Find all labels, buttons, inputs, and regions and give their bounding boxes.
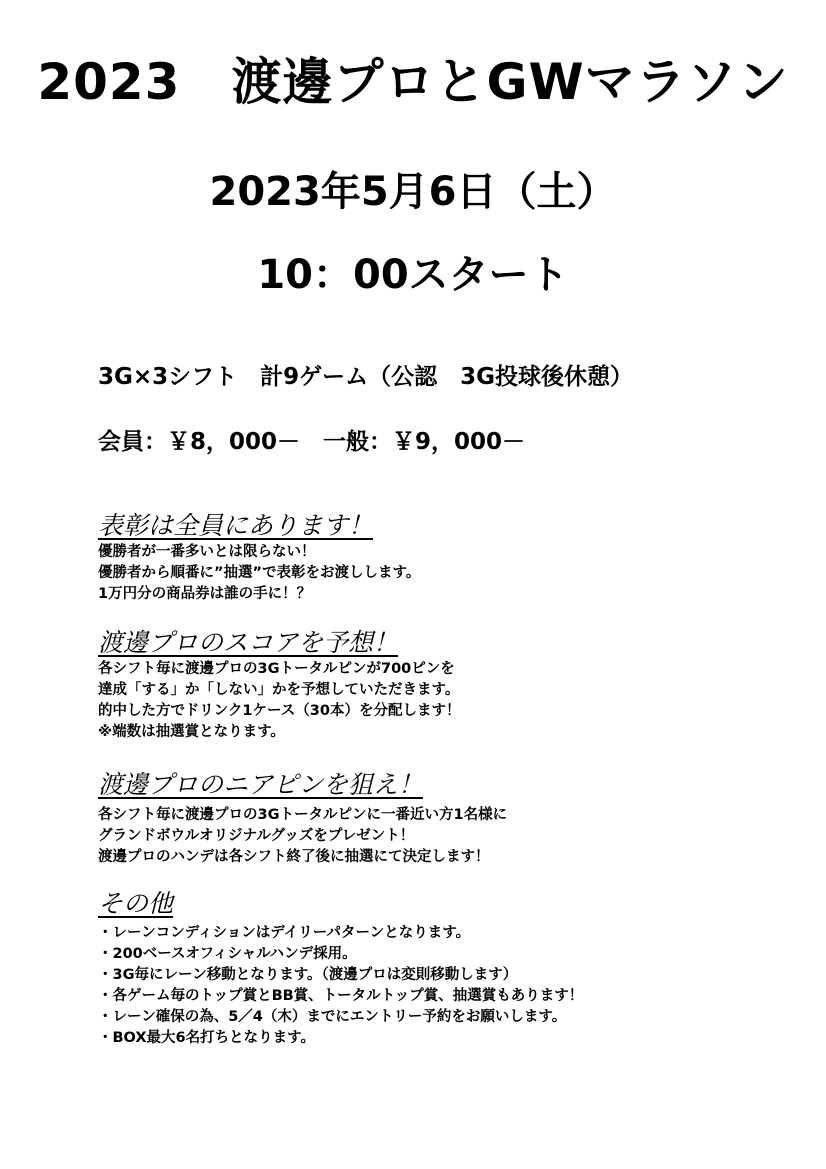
section-line: ・レーン確保の為、5／4（木）までにエントリー予約をお願いします。 [98, 1009, 567, 1025]
section-line: ※端数は抽選賞となります。 [98, 724, 285, 740]
section-heading-other: その他 [98, 889, 174, 918]
game-format: 3G×3シフト 計9ゲーム（公認 3G投球後休憩） [98, 364, 634, 390]
section-line: 渡邊プロのハンデは各シフト終了後に抽選にて決定します！ [98, 849, 490, 865]
section-heading-near-pin: 渡邊プロのニアピンを狙え！ [98, 770, 424, 799]
section-heading-awards: 表彰は全員にあります！ [98, 511, 374, 540]
section-line: ・各ゲーム毎のトップ賞とBB賞、トータルトップ賞、抽選賞もあります！ [98, 988, 584, 1004]
section-line: 優勝者から順番に”抽選”で表彰をお渡しします。 [98, 565, 421, 581]
section-line: 各シフト毎に渡邊プロの3Gトータルピンに一番近い方1名様に [98, 807, 508, 823]
section-line: ・BOX最大6名打ちとなります。 [98, 1030, 315, 1046]
section-line: 的中した方でドリンク1ケース（30本）を分配します！ [98, 703, 461, 719]
start-time: 10：00スタート [257, 252, 569, 298]
section-line: 1万円分の商品券は誰の手に！？ [98, 586, 312, 602]
entry-fee: 会員：￥8，000－ 一般：￥9，000－ [98, 429, 526, 455]
section-line: グランドボウルオリジナルグッズをプレゼント！ [98, 828, 415, 844]
event-date: 2023年5月6日（土） [209, 169, 617, 215]
section-line: 達成「する」か「しない」かを予想していただきます。 [98, 682, 460, 698]
section-body-near-pin [98, 805, 507, 868]
section-body-awards [98, 542, 420, 605]
section-line: ・200ベースオフィシャルハンデ採用。 [98, 946, 357, 962]
section-body-score-prediction [98, 659, 460, 743]
section-line: ・レーンコンディションはデイリーパターンとなります。 [98, 925, 471, 941]
section-line: 優勝者が一番多いとは限らない！ [98, 544, 316, 560]
page-title: 2023 渡邊プロとGWマラソン [37, 53, 789, 111]
section-body-other [98, 923, 583, 1049]
section-line: ・3G毎にレーン移動となります。（渡邊プロは変則移動します） [98, 967, 518, 983]
section-line: 各シフト毎に渡邊プロの3Gトータルピンが700ピンを [98, 661, 455, 677]
section-heading-score-prediction: 渡邊プロのスコアを予想！ [98, 628, 399, 657]
